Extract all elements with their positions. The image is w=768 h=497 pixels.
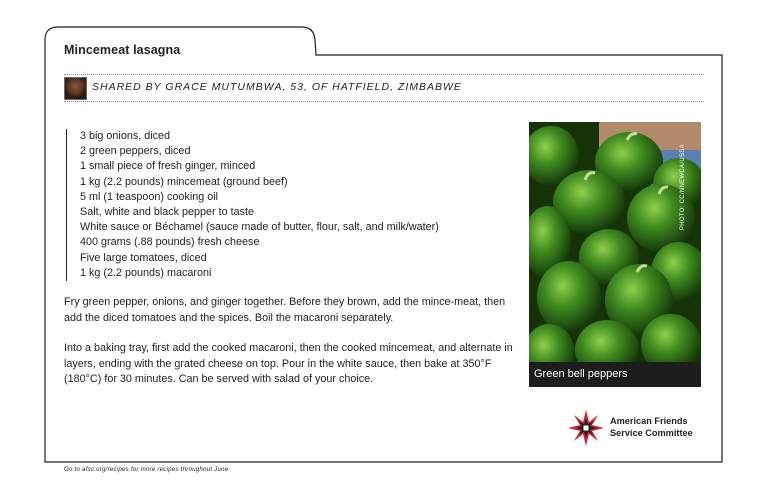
ingredient-item: 1 kg (2.2 pounds) mincemeat (ground beef) <box>80 175 288 188</box>
ingredient-item: 1 kg (2.2 pounds) macaroni <box>80 266 212 279</box>
avatar <box>64 77 87 100</box>
afsc-star-logo-icon <box>568 410 604 446</box>
ingredient-item: 400 grams (.88 pounds) fresh cheese <box>80 236 260 249</box>
divider-bottom <box>64 101 704 102</box>
shared-by-line: SHARED BY GRACE MUTUMBWA, 53, OF HATFIELD, ZIMBABWE <box>92 81 462 93</box>
instruction-paragraph: Fry green pepper, onions, and ginger together. Before they brown, add the mince-meat, then add the diced tomatoes and the spices. Boil the macaroni separately. <box>64 296 506 324</box>
organization-name <box>610 416 693 439</box>
ingredient-item: Five large tomatoes, diced <box>80 251 207 264</box>
ingredient-list <box>66 129 439 281</box>
photo-caption: Green bell peppers <box>534 368 628 380</box>
organization-name-line: American Friends <box>610 416 688 426</box>
peppers-photo <box>529 122 701 387</box>
footer-note: Go to afsc.org/recipes for more recipes throughout June <box>64 466 229 473</box>
divider-top <box>64 74 704 75</box>
ingredient-item: 2 green peppers, diced <box>80 145 191 158</box>
ingredient-item: 3 big onions, diced <box>80 130 171 142</box>
recipe-title: Mincemeat lasagna <box>64 43 181 57</box>
ingredient-item: White sauce or Béchamel (sauce made of butter, flour, salt, and milk/water) <box>80 221 439 234</box>
photo-credit: PHOTO: CC/NNEWCA/USSA <box>680 144 686 230</box>
ingredient-item: 1 small piece of fresh ginger, minced <box>80 160 256 173</box>
instruction-paragraph: Into a baking tray, first add the cooked macaroni, then the cooked mincemeat, and alternate in layers, ending with the grated cheese on top. Pour in the white sauce, then bake at 350°F (180°C) for 30 minutes. Can be served with salad of your choice. <box>64 342 513 385</box>
organization-name-line: Service Committee <box>610 427 693 438</box>
ingredient-item: 5 ml (1 teaspoon) cooking oil <box>80 190 219 203</box>
ingredient-item: Salt, white and black pepper to taste <box>80 206 255 219</box>
